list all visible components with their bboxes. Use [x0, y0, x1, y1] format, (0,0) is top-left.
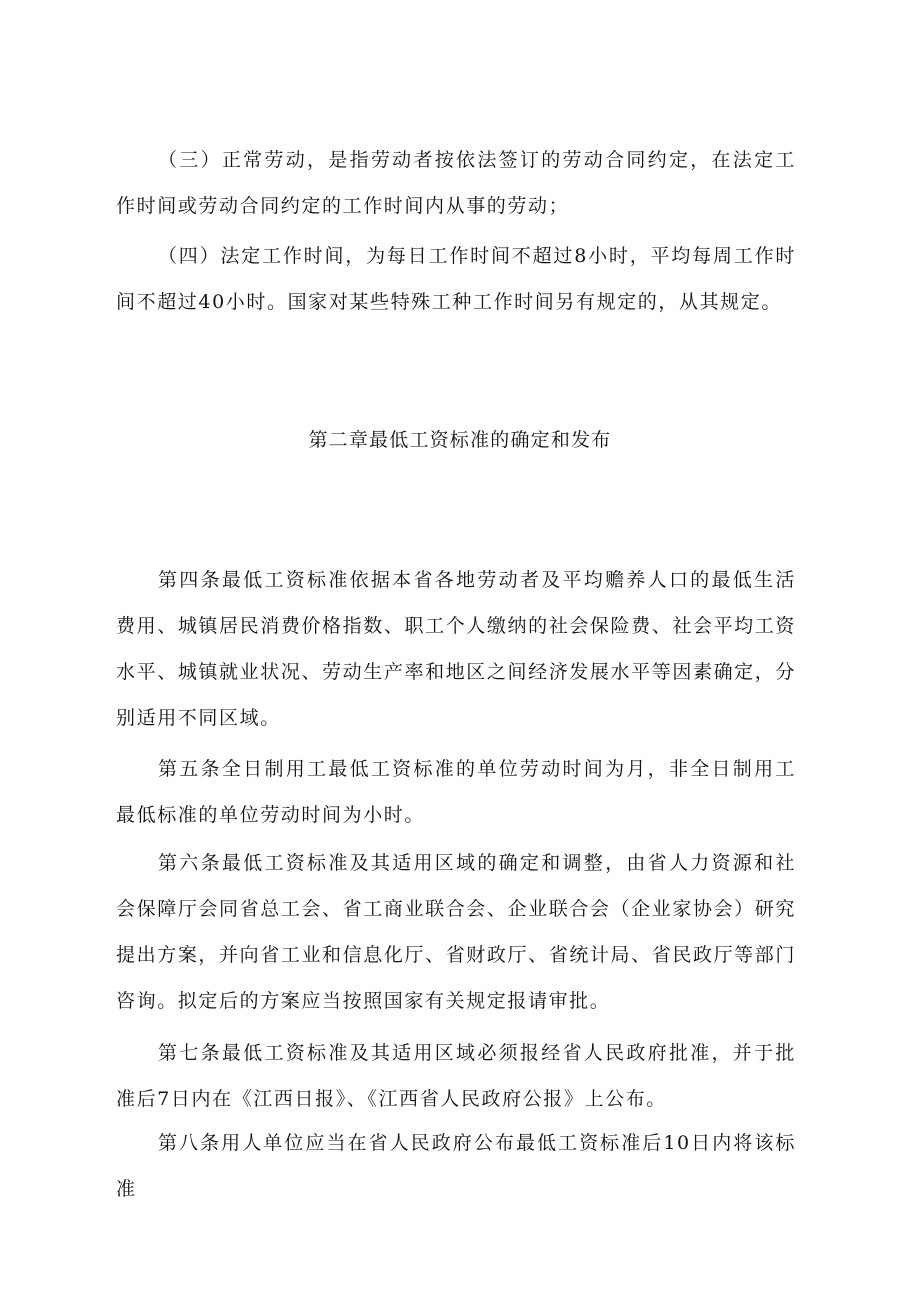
article-4: 第四条最低工资标准依据本省各地劳动者及平均赡养人口的最低生活费用、城镇居民消费价格指数、职工个人缴纳的社会保险费、社会平均工资水平、城镇就业状况、劳动生产率和地区之间经济发展水平等因素确定，分别适用不同区域。 — [116, 569, 796, 729]
paragraph-clause-4: （四）法定工作时间，为每日工作时间不超过8小时，平均每周工作时间不超过40小时。国家对某些特殊工种工作时间另有规定的，从其规定。 — [116, 245, 796, 313]
paragraph-clause-3: （三）正常劳动，是指劳动者按依法签订的劳动合同约定，在法定工作时间或劳动合同约定的工作时间内从事的劳动； — [116, 149, 796, 217]
article-6: 第六条最低工资标准及其适用区域的确定和调整，由省人力资源和社会保障厅会同省总工会、省工商业联合会、企业联合会（企业家协会）研究提出方案，并向省工业和信息化厅、省财政厅、省统计局、省民政厅等部门咨询。拟定后的方案应当按照国家有关规定报请审批。 — [116, 852, 796, 1012]
article-5: 第五条全日制用工最低工资标准的单位劳动时间为月，非全日制用工最低标准的单位劳动时间为小时。 — [116, 758, 796, 826]
chapter-title: 第二章最低工资标准的确定和发布 — [308, 429, 612, 451]
article-8: 第八条用人单位应当在省人民政府公布最低工资标准后10日内将该标准 — [116, 1132, 796, 1200]
article-7: 第七条最低工资标准及其适用区域必须报经省人民政府批准，并于批准后7日内在《江西日报》、《江西省人民政府公报》上公布。 — [116, 1042, 796, 1110]
